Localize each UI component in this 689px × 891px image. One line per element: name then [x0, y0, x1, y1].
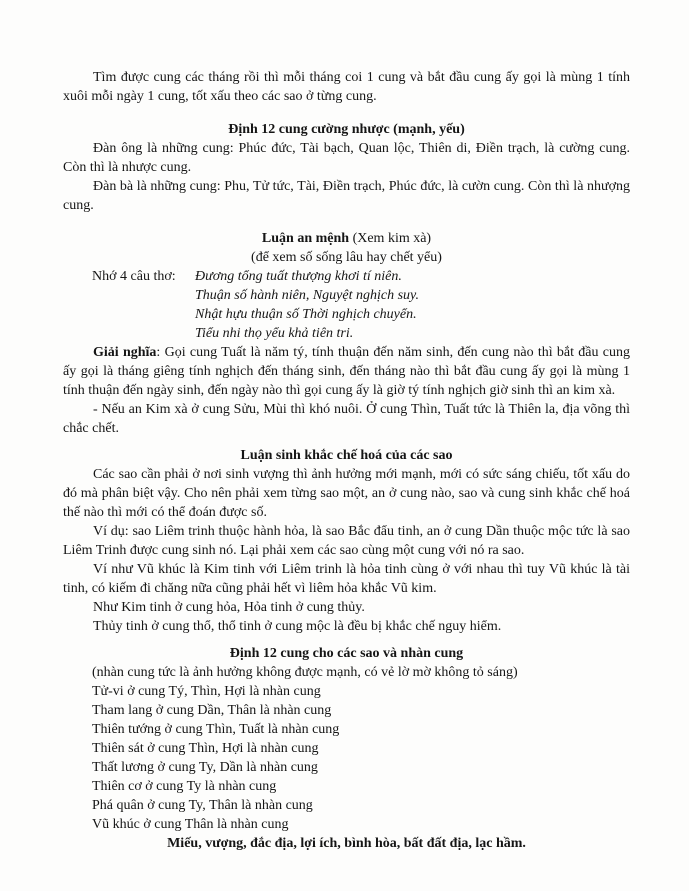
giai-nghia-label: Giải nghĩa — [93, 345, 157, 360]
paragraph-vi-du-liem-trinh: Ví dụ: sao Liêm trinh thuộc hành hỏa, là sao Bắc đẩu tinh, an ở cung Dần thuộc mộc tức là sao Liêm Trinh được cung sinh nó. Lại phải xem các sao cùng một cung với nó ra sao. — [63, 524, 630, 558]
poem-block — [63, 267, 630, 343]
paragraph-giai-nghia — [63, 343, 630, 400]
section-heading-nhan-cung: Định 12 cung cho các sao và nhàn cung — [229, 646, 464, 661]
paragraph-women-cung: Đàn bà là những cung: Phu, Tử tức, Tài, Điền trạch, Phúc đức, là cườn cung. Còn thì là nhượng cung. — [63, 179, 630, 213]
paragraph-thuy-tinh: Thủy tinh ở cung thổ, thổ tinh ở cung mộc là đều bị khắc chế nguy hiểm. — [93, 619, 502, 634]
paragraph-men-cung: Đàn ông là những cung: Phúc đức, Tài bạch, Quan lộc, Thiên di, Điền trạch, là cường cung. Còn thì là nhược cung. — [63, 141, 630, 175]
poem-label: Nhớ 4 câu thơ: — [92, 269, 176, 284]
paragraph-kim-tinh: Như Kim tinh ở cung hỏa, Hỏa tinh ở cung thủy. — [93, 600, 365, 615]
intro-paragraph: Tìm được cung các tháng rồi thì mỗi tháng coi 1 cung và bắt đầu cung ấy gọi là mùng 1 tính xuôi mỗi ngày 1 cung, tốt xấu theo các sao ở từng cung. — [63, 70, 630, 104]
subtitle-an-menh: (để xem số sống lâu hay chết yểu) — [251, 250, 442, 265]
star-line-thien-tuong: Thiên tướng ở cung Thìn, Tuất là nhàn cung — [92, 722, 340, 737]
section-heading-sinh-khac: Luận sinh khắc chế hoá của các sao — [240, 448, 453, 463]
star-line-thien-co: Thiên cơ ở cung Ty là nhàn cung — [92, 779, 277, 794]
heading-note-part: (Xem kim xà) — [349, 231, 432, 246]
footer-bold-line: Miếu, vượng, đắc địa, lợi ích, bình hòa, bất đất địa, lạc hầm. — [167, 836, 526, 851]
star-line-thien-sat: Thiên sát ở cung Thìn, Hợi là nhàn cung — [92, 741, 319, 756]
section-heading-cuong-nhuoc: Định 12 cung cường nhược (mạnh, yếu) — [228, 122, 465, 137]
poem-line: Đương tổng tuất thượng khơi tí niên. — [195, 269, 402, 284]
heading-bold-part: Luận an mệnh — [261, 231, 350, 246]
poem-line: Nhật hựu thuận số Thời nghịch chuyển. — [195, 307, 417, 322]
star-line-vu-khuc: Vũ khúc ở cung Thân là nhàn cung — [92, 817, 289, 832]
poem-line: Tiểu nhi thọ yểu khả tiên tri. — [195, 326, 354, 341]
star-line-tham-lang: Tham lang ở cung Dần, Thân là nhàn cung — [92, 703, 332, 718]
subtitle-nhan-cung: (nhàn cung tức là ảnh hưởng không được mạnh, có vẻ lờ mờ không tỏ sáng) — [92, 665, 518, 680]
paragraph-sinh-khac: Các sao cần phải ở nơi sinh vượng thì ảnh hưởng mới mạnh, mới có sức sáng chiếu, tốt xấu do đó mà phân biệt vậy. Cho nên phải xem từng sao một, an ở cung nào, sao và cung sinh khắc chế hoá thế nào thì mới có thể đoán được số. — [63, 467, 630, 520]
poem-line: Thuận số hành niên, Nguyệt nghịch suy. — [195, 288, 419, 303]
paragraph-kim-xa-note: - Nếu an Kim xà ở cung Sửu, Mùi thì khó nuôi. Ở cung Thìn, Tuất tức là Thiên la, địa võng thì chắc chết. — [63, 402, 630, 436]
star-line-that-luong: Thất lương ở cung Ty, Dần là nhàn cung — [92, 760, 318, 775]
star-line-pha-quan: Phá quân ở cung Ty, Thân là nhàn cung — [92, 798, 313, 813]
section-heading-luan-an-menh — [63, 229, 630, 248]
star-line-tu-vi: Tử-vi ở cung Tý, Thìn, Hợi là nhàn cung — [92, 684, 321, 699]
paragraph-vi-nhu-vu-khuc: Ví như Vũ khúc là Kim tinh với Liêm trinh là hỏa tinh cùng ở với nhau thì tuy Vũ khúc là tài tinh, có kiếm đi chăng nữa cũng phải hết vì liêm hỏa khắc Vũ kim. — [63, 562, 630, 596]
giai-nghia-text: : Gọi cung Tuất là năm tý, tính thuận đến năm sinh, đến cung nào thì bắt đầu cung ấy gọi là tháng giêng tính nghịch đến tháng sinh, đến tháng nào thì bắt đầu cung ấy gọi là mùng 1 tính thuận đến ngày sinh, đến ngày nào thì gọi cung ấy là giờ tý tính nghịch giờ sinh thì an kim xà. — [63, 345, 630, 398]
